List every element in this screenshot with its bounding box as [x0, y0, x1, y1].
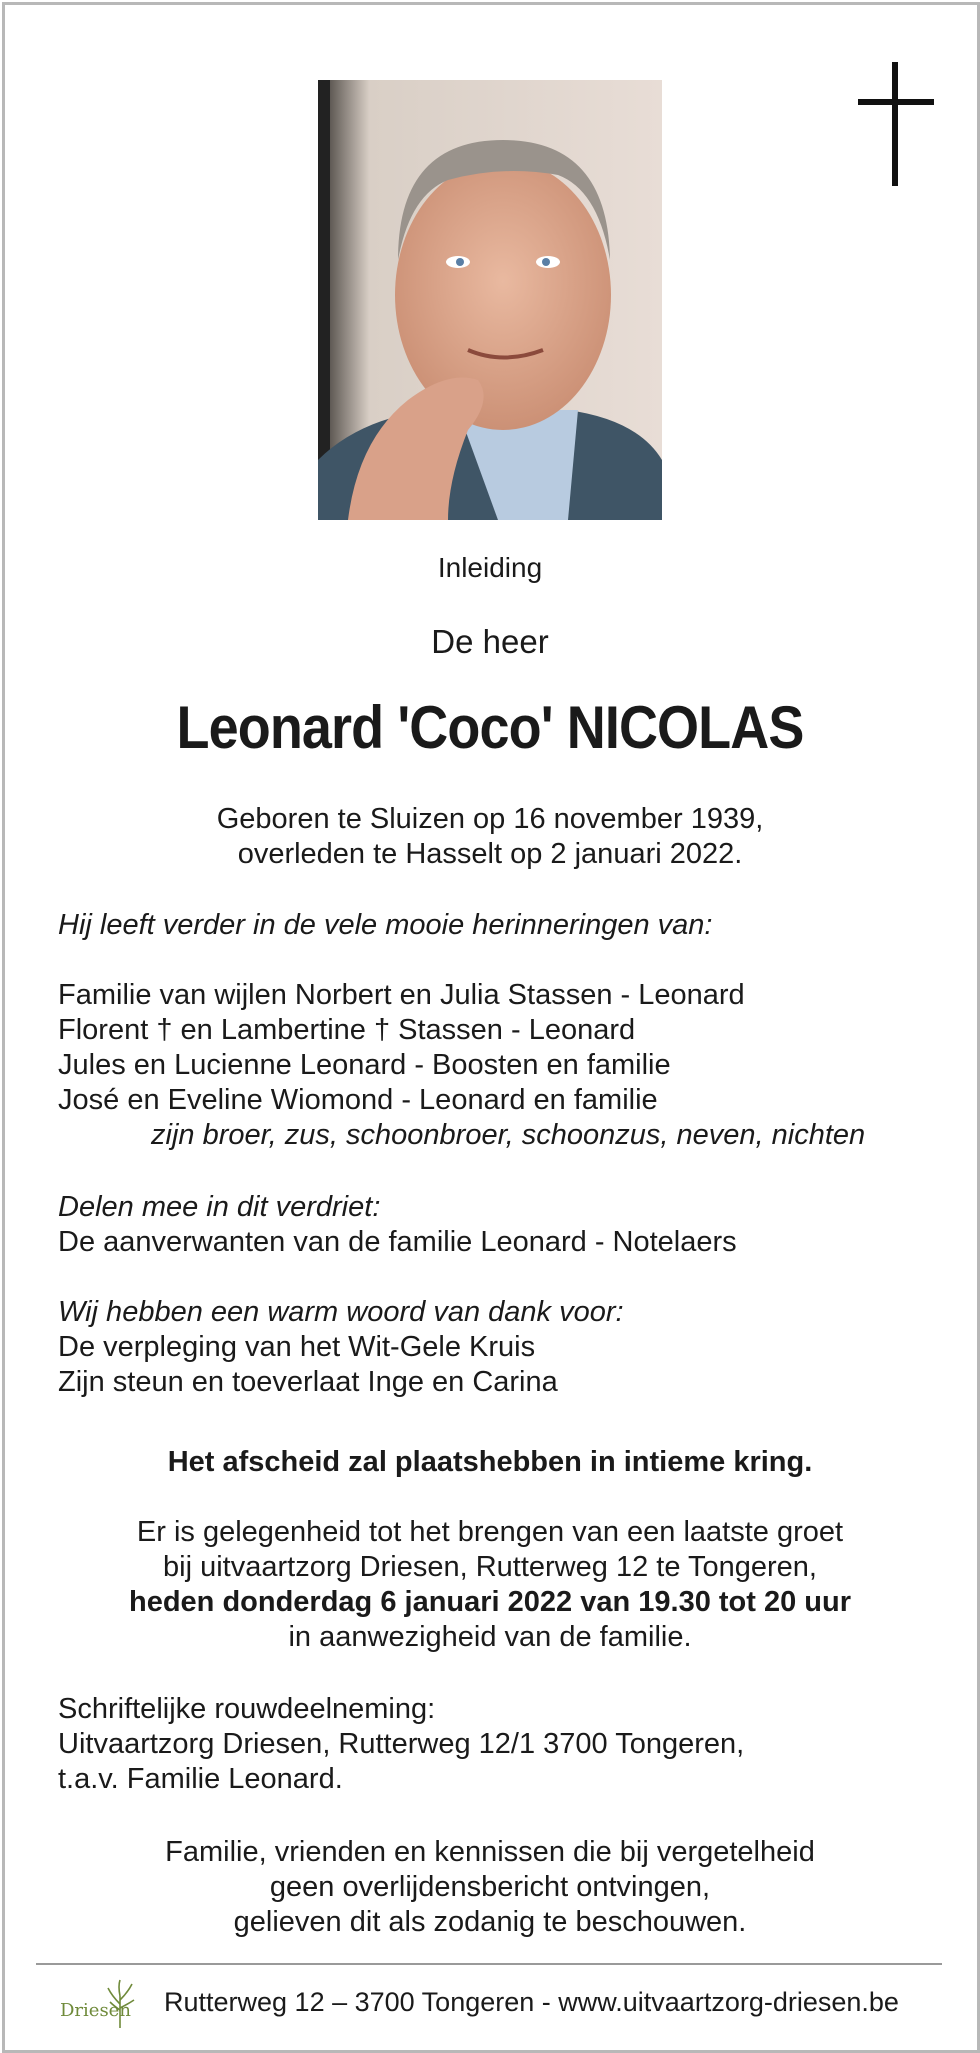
visit-section	[40, 1515, 940, 1655]
deceased-name: Leonard 'Coco' NICOLAS	[176, 694, 804, 761]
visit-line: bij uitvaartzorg Driesen, Rutterweg 12 te Tongeren,	[163, 1551, 817, 1583]
family-list	[58, 978, 938, 1153]
salutation: De heer	[431, 623, 549, 660]
visit-line: in aanwezigheid van de familie.	[288, 1621, 692, 1653]
memories-section	[58, 908, 938, 943]
thanks-line: Zijn steun en toeverlaat Inge en Carina	[58, 1366, 558, 1398]
memories-heading: Hij leeft verder in de vele mooie herinneringen van:	[58, 909, 713, 941]
notice-line: geen overlijdensbericht ontvingen,	[269, 1871, 711, 1903]
footer-divider	[36, 1963, 942, 1965]
birth-death-info	[40, 802, 940, 872]
family-line: Jules en Lucienne Leonard - Boosten en familie	[58, 1049, 671, 1081]
notice-section	[40, 1835, 940, 1940]
footer	[58, 1972, 948, 2034]
notice-line: gelieven dit als zodanig te beschouwen.	[233, 1906, 747, 1938]
death-line: overleden te Hasselt op 2 januari 2022.	[237, 838, 743, 870]
tree-logo-icon	[58, 1976, 143, 2030]
portrait-photo	[318, 80, 662, 520]
family-line: Florent † en Lambertine † Stassen - Leonard	[58, 1014, 636, 1046]
birth-line: Geboren te Sluizen op 16 november 1939,	[216, 803, 764, 835]
sharing-heading: Delen mee in dit verdriet:	[58, 1191, 381, 1223]
thanks-line: De verpleging van het Wit-Gele Kruis	[58, 1331, 536, 1363]
sharing-section	[58, 1190, 938, 1260]
farewell-notice: Het afscheid zal plaatshebben in intieme kring.	[167, 1446, 813, 1478]
condolence-heading: Schriftelijke rouwdeelneming:	[58, 1693, 436, 1725]
intro-label: Inleiding	[437, 552, 543, 583]
condolence-address: Uitvaartzorg Driesen, Rutterweg 12/1 3700 Tongeren,	[58, 1728, 745, 1760]
notice-line: Familie, vrienden en kennissen die bij vergetelheid	[165, 1836, 815, 1868]
condolence-section	[58, 1692, 938, 1797]
family-line: José en Eveline Wiomond - Leonard en familie	[58, 1084, 658, 1116]
family-relation: zijn broer, zus, schoonbroer, schoonzus, neven, nichten	[151, 1119, 866, 1151]
thanks-heading: Wij hebben een warm woord van dank voor:	[58, 1296, 624, 1328]
condolence-attention: t.a.v. Familie Leonard.	[58, 1763, 343, 1795]
thanks-section	[58, 1295, 938, 1400]
sharing-text: De aanverwanten van de familie Leonard - Notelaers	[58, 1226, 737, 1258]
footer-address: Rutterweg 12 – 3700 Tongeren - www.uitvaartzorg-driesen.be	[164, 1987, 899, 2017]
visit-line: Er is gelegenheid tot het brengen van een laatste groet	[136, 1516, 844, 1548]
family-line: Familie van wijlen Norbert en Julia Stassen - Leonard	[58, 979, 745, 1011]
svg-text:Driesen: Driesen	[60, 2000, 131, 2021]
cross-icon	[858, 62, 934, 186]
visit-datetime: heden donderdag 6 januari 2022 van 19.30 tot 20 uur	[128, 1586, 851, 1618]
